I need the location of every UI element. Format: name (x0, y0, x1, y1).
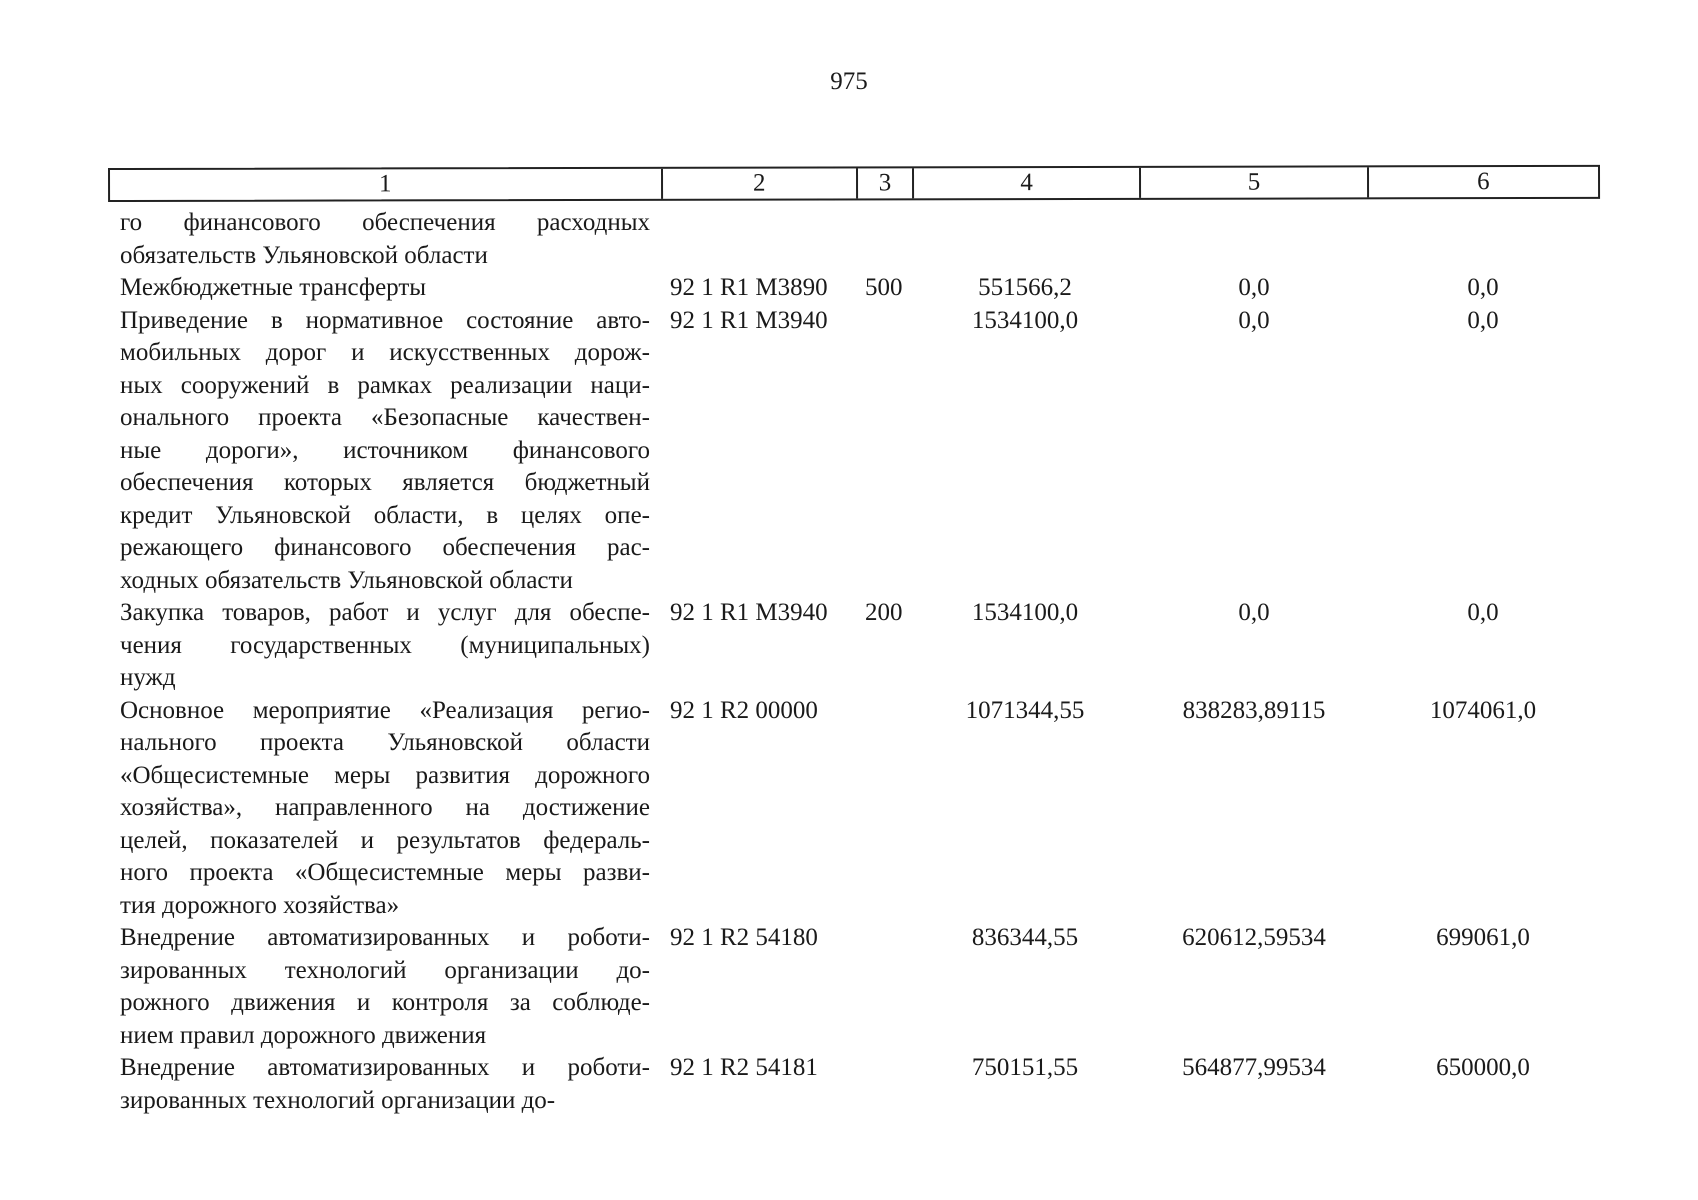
row-description (120, 305, 650, 598)
header-col-1: 1 (110, 169, 663, 200)
row-expense-type: 200 (865, 599, 903, 626)
table-row (0, 272, 1698, 305)
description-line: Межбюджетные трансферты (120, 274, 427, 301)
row-description (120, 1052, 650, 1117)
description-line: хозяйства», направленного на достижение (120, 794, 650, 821)
row-value-col5: 0,0 (1238, 274, 1270, 301)
table-header (108, 165, 1600, 202)
description-line: Приведение в нормативное состояние авто- (120, 306, 650, 334)
row-expense-type: 500 (865, 274, 903, 301)
description-line: ных сооружений в рамках реализации наци- (120, 371, 650, 399)
row-value-col4: 750151,55 (971, 1054, 1079, 1081)
description-line: мобильных дорог и искусственных дорож- (120, 339, 650, 366)
description-line: режающего финансового обеспечения рас- (120, 534, 650, 561)
header-col-4: 4 (914, 168, 1141, 198)
description-line: зированных технологий организации до- (120, 1086, 556, 1114)
description-line: нального проекта Ульяновской области (120, 729, 650, 756)
row-value-col6: 650000,0 (1436, 1054, 1530, 1081)
description-line: онального проекта «Безопасные качествен- (120, 404, 650, 431)
row-value-col5: 0,0 (1238, 599, 1270, 626)
row-value-col5: 0,0 (1238, 306, 1270, 334)
header-col-2: 2 (663, 168, 859, 198)
description-line: рожного движения и контроля за соблюде- (120, 989, 650, 1016)
description-line: «Общесистемные меры развития дорожного (120, 761, 650, 789)
description-line: обеспечения которых является бюджетный (120, 469, 650, 496)
description-line: тия дорожного хозяйства» (120, 891, 400, 919)
header-col-5: 5 (1141, 167, 1368, 197)
description-line: зированных технологий организации до- (120, 956, 650, 984)
row-value-col4: 1071344,55 (965, 696, 1085, 724)
row-value-col5: 564877,99534 (1182, 1054, 1326, 1081)
description-line: целей, показателей и результатов федераль- (120, 826, 650, 854)
row-value-col4: 551566,2 (978, 274, 1072, 301)
description-line: Внедрение автоматизированных и роботи- (120, 924, 650, 951)
row-description (120, 695, 650, 923)
description-line: чения государственных (муниципальных) (120, 631, 650, 659)
table-row (0, 597, 1698, 695)
row-description (120, 597, 650, 695)
row-description (120, 272, 650, 305)
description-line: обязательств Ульяновской области (120, 241, 488, 269)
description-line: ного проекта «Общесистемные меры разви- (120, 859, 650, 886)
row-value-col5: 620612,59534 (1182, 924, 1326, 951)
row-value-col5: 838283,89115 (1182, 696, 1326, 724)
description-line: го финансового обеспечения расходных (120, 209, 650, 236)
row-value-col6: 0,0 (1467, 599, 1499, 626)
description-line: ходных обязательств Ульяновской области (120, 566, 573, 594)
table-row (0, 1052, 1698, 1117)
row-value-col6: 699061,0 (1436, 924, 1530, 951)
row-value-col6: 1074061,0 (1429, 696, 1537, 724)
table-row (0, 922, 1698, 1052)
row-code: 92 1 R1 M3940 (670, 599, 828, 626)
description-line: Основное мероприятие «Реализация регио- (120, 696, 650, 724)
row-code: 92 1 R2 54181 (670, 1054, 818, 1081)
row-value-col4: 836344,55 (971, 924, 1079, 951)
table-row (0, 695, 1698, 923)
row-value-col6: 0,0 (1467, 306, 1499, 334)
row-description (120, 922, 650, 1052)
row-code: 92 1 R1 M3890 (670, 274, 828, 301)
row-value-col4: 1534100,0 (971, 306, 1079, 334)
table-row (0, 207, 1698, 272)
row-value-col6: 0,0 (1467, 274, 1499, 301)
row-code: 92 1 R2 00000 (670, 696, 818, 724)
header-col-3: 3 (858, 168, 914, 198)
row-value-col4: 1534100,0 (971, 599, 1079, 626)
page-number: 975 (830, 68, 868, 95)
row-code: 92 1 R1 M3940 (670, 306, 828, 334)
description-line: кредит Ульяновской области, в целях опе- (120, 501, 650, 529)
header-col-6: 6 (1477, 168, 1490, 196)
row-code: 92 1 R2 54180 (670, 924, 818, 951)
row-description (120, 207, 650, 272)
table-row (0, 305, 1698, 598)
description-line: ные дороги», источником финансового (120, 436, 650, 464)
description-line: нием правил дорожного движения (120, 1021, 487, 1049)
description-line: Закупка товаров, работ и услуг для обеспе- (120, 599, 650, 626)
description-line: Внедрение автоматизированных и роботи- (120, 1054, 650, 1081)
description-line: нужд (120, 664, 176, 691)
